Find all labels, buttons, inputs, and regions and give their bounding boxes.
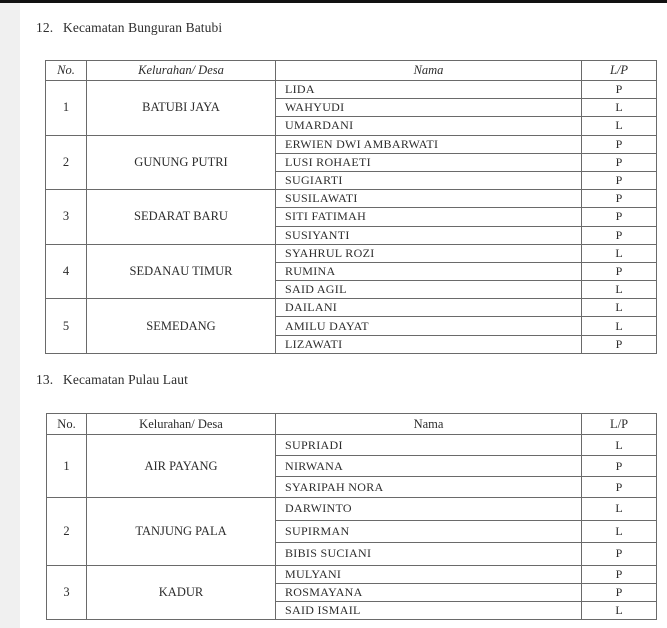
cell-lp: L	[582, 299, 657, 317]
table-row	[47, 498, 657, 521]
cell-lp: L	[582, 498, 657, 521]
cell-lp: P	[582, 262, 657, 280]
cell-nama: DAILANI	[276, 299, 582, 317]
cell-nama: DARWINTO	[276, 498, 582, 521]
cell-nama: SITI FATIMAH	[276, 208, 582, 226]
cell-desa: BATUBI JAYA	[87, 81, 276, 136]
cell-lp: P	[582, 81, 657, 99]
section-title-12	[36, 20, 222, 36]
table-row	[46, 135, 657, 153]
cell-nama: ERWIEN DWI AMBARWATI	[276, 135, 582, 153]
left-margin-strip	[0, 3, 20, 628]
cell-lp: L	[582, 520, 657, 543]
section-name: Kecamatan Bunguran Batubi	[63, 20, 223, 35]
table-bunguran-batubi	[45, 60, 657, 354]
cell-nama: BIBIS SUCIANI	[276, 543, 582, 566]
cell-nama: RUMINA	[276, 262, 582, 280]
table-row	[47, 565, 657, 583]
cell-nama: LIZAWATI	[276, 335, 582, 353]
cell-nama: SUPIRMAN	[276, 520, 582, 543]
cell-desa: KADUR	[87, 565, 276, 619]
cell-nama: NIRWANA	[276, 456, 582, 477]
cell-desa: AIR PAYANG	[87, 435, 276, 498]
cell-lp: P	[582, 543, 657, 566]
cell-nama: SYARIPAH NORA	[276, 477, 582, 498]
cell-lp: P	[582, 171, 657, 189]
header-nama: Nama	[276, 414, 582, 435]
cell-nama: SUSILAWATI	[276, 190, 582, 208]
cell-nama: WAHYUDI	[276, 99, 582, 117]
cell-no: 4	[46, 244, 87, 299]
header-nama: Nama	[276, 61, 582, 81]
header-lp: L/P	[582, 414, 657, 435]
cell-nama: SAID AGIL	[276, 281, 582, 299]
cell-lp: P	[582, 226, 657, 244]
header-desa: Kelurahan/ Desa	[87, 61, 276, 81]
cell-lp: P	[582, 477, 657, 498]
cell-nama: LUSI ROHAETI	[276, 153, 582, 171]
table-row	[46, 299, 657, 317]
table-row	[46, 81, 657, 99]
table-row	[46, 190, 657, 208]
cell-nama: SUGIARTI	[276, 171, 582, 189]
cell-nama: LIDA	[276, 81, 582, 99]
table-header-row	[46, 61, 657, 81]
cell-no: 3	[46, 190, 87, 245]
section-name: Kecamatan Pulau Laut	[63, 372, 188, 387]
cell-lp: P	[582, 335, 657, 353]
cell-lp: L	[582, 281, 657, 299]
cell-lp: P	[582, 583, 657, 601]
cell-lp: L	[582, 317, 657, 335]
cell-lp: L	[582, 435, 657, 456]
header-no: No.	[47, 414, 87, 435]
cell-nama: SYAHRUL ROZI	[276, 244, 582, 262]
cell-lp: P	[582, 208, 657, 226]
cell-nama: SAID ISMAIL	[276, 601, 582, 619]
cell-desa: TANJUNG PALA	[87, 498, 276, 566]
header-no: No.	[46, 61, 87, 81]
table-row	[47, 435, 657, 456]
cell-lp: L	[582, 99, 657, 117]
cell-lp: P	[582, 456, 657, 477]
cell-no: 2	[47, 498, 87, 566]
cell-no: 1	[47, 435, 87, 498]
cell-lp: P	[582, 565, 657, 583]
cell-lp: L	[582, 117, 657, 135]
cell-no: 1	[46, 81, 87, 136]
cell-lp: L	[582, 601, 657, 619]
table-pulau-laut	[46, 413, 657, 620]
cell-lp: L	[582, 244, 657, 262]
cell-nama: UMARDANI	[276, 117, 582, 135]
cell-desa: SEMEDANG	[87, 299, 276, 354]
cell-nama: AMILU DAYAT	[276, 317, 582, 335]
cell-desa: SEDANAU TIMUR	[87, 244, 276, 299]
cell-desa: SEDARAT BARU	[87, 190, 276, 245]
table-row	[46, 244, 657, 262]
table-header-row	[47, 414, 657, 435]
cell-nama: SUPRIADI	[276, 435, 582, 456]
cell-lp: P	[582, 135, 657, 153]
cell-desa: GUNUNG PUTRI	[87, 135, 276, 190]
section-number: 13.	[36, 372, 54, 387]
cell-nama: MULYANI	[276, 565, 582, 583]
cell-lp: P	[582, 190, 657, 208]
header-desa: Kelurahan/ Desa	[87, 414, 276, 435]
header-lp: L/P	[582, 61, 657, 81]
cell-nama: ROSMAYANA	[276, 583, 582, 601]
cell-nama: SUSIYANTI	[276, 226, 582, 244]
cell-no: 2	[46, 135, 87, 190]
cell-no: 5	[46, 299, 87, 354]
section-number: 12.	[36, 20, 54, 35]
top-edge-bar	[0, 0, 667, 3]
section-title-13	[36, 372, 188, 388]
cell-no: 3	[47, 565, 87, 619]
cell-lp: P	[582, 153, 657, 171]
